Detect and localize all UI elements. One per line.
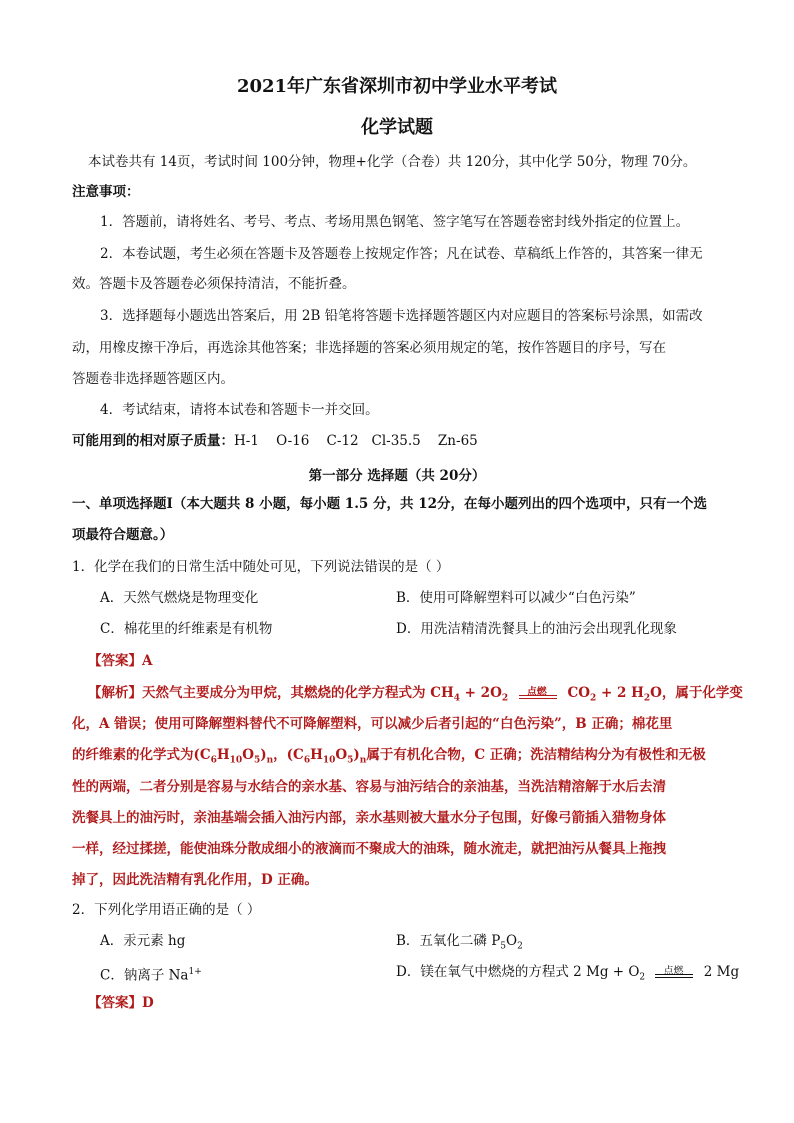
- subscript: 2: [643, 693, 651, 704]
- notice-item: 效。答题卡及答题卷必须保持清洁，不能折叠。: [72, 276, 356, 292]
- page-subtitle: 化学试题: [361, 117, 433, 138]
- analysis-text: + 2 H: [601, 685, 644, 701]
- analysis-text: H: [310, 747, 323, 763]
- question-1-analysis-line: 一样，经过揉搓，能使油珠分散成细小的液滴而不聚成大的油珠，随水流走，就把油污从餐具上拖拽: [72, 841, 666, 857]
- question-1-stem: 1．化学在我们的日常生活中随处可见，下列说法错误的是（ ）: [72, 559, 450, 575]
- question-2-option-d: [396, 962, 739, 988]
- notice-item: 4．考试结束，请将本试卷和答题卡一并交回。: [100, 402, 379, 418]
- part-heading: 项最符合题意。）: [72, 527, 174, 543]
- analysis-text: CO: [567, 685, 591, 701]
- analysis-label: 【解析】: [88, 685, 142, 701]
- subscript: 2: [517, 941, 523, 952]
- subscript: 2: [639, 972, 646, 983]
- question-2-option-c: [100, 962, 202, 986]
- analysis-text: 天然气主要成分为甲烷，其燃烧的化学方程式为 CH: [142, 685, 454, 701]
- subscript: 4: [453, 693, 460, 704]
- question-1-option-a: A．天然气燃烧是物理变化: [100, 590, 259, 606]
- reaction-arrow-icon: [655, 966, 693, 980]
- analysis-text: ): [260, 747, 267, 763]
- atomic-mass-label: 可能用到的相对原子质量：: [72, 433, 234, 449]
- question-1-analysis-line: 化，A 错误；使用可降解塑料替代不可降解塑料，可以减少后者引起的“白色污染”，B 正确；棉花里: [72, 716, 673, 732]
- question-1-answer: 【答案】A: [88, 653, 153, 669]
- page-title: 2021年广东省深圳市初中学业水平考试: [236, 76, 558, 97]
- question-1-analysis-line: 洗餐具上的油污时，亲油基端会插入油污内部，亲水基则被大量水分子包围，好像弓箭插入猎物身体: [72, 810, 666, 826]
- notice-item: 1．答题前，请将姓名、考号、考点、考场用黑色钢笔、签字笔写在答题卷密封线外指定的位置上。: [100, 214, 690, 230]
- question-2-stem: 2．下列化学用语正确的是（ ）: [72, 902, 261, 918]
- question-1-analysis-line: 性的两端，二者分别是容易与水结合的亲水基、容易与油污结合的亲油基，当洗洁精溶解于水后去清: [72, 779, 666, 795]
- question-1-option-d: D．用洗洁精清洗餐具上的油污会出现乳化现象: [396, 621, 677, 637]
- subscript: 10: [229, 755, 243, 766]
- question-2-option-a: A．汞元素 hg: [100, 933, 186, 949]
- question-1-option-b: B．使用可降解塑料可以减少“白色污染”: [396, 590, 636, 606]
- section-title: 第一部分 选择题（共 20分）: [308, 468, 486, 484]
- analysis-text: 属于有机化合物，C 正确；洗洁精结构分为有极性和无极: [366, 747, 706, 763]
- option-text: B．五氧化二磷 P: [396, 933, 501, 949]
- question-1-option-c: C．棉花里的纤维素是有机物: [100, 621, 273, 637]
- superscript: 1+: [188, 967, 202, 977]
- option-text: D．镁在氧气中燃烧的方程式 2 Mg + O: [396, 964, 640, 980]
- question-2-option-b: [396, 931, 523, 957]
- subscript: 5: [500, 941, 507, 952]
- question-1-analysis-line: [72, 745, 706, 771]
- notice-item: 3．选择题每小题选出答案后，用 2B 铅笔将答题卡选择题答题区内对应题目的答案标号涂黑，如需改: [100, 308, 703, 324]
- analysis-text: 的纤维素的化学式为(C: [72, 747, 211, 763]
- subscript: 5: [253, 755, 261, 766]
- option-text: O: [506, 933, 518, 949]
- subscript: 5: [347, 755, 354, 766]
- notice-item: 2．本卷试题，考生必须在答题卡及答题卷上按规定作答；凡在试卷、草稿纸上作答的，其答案一律无: [100, 246, 703, 262]
- analysis-text: O: [335, 747, 348, 763]
- question-2-answer: 【答案】D: [88, 995, 154, 1011]
- subscript: n: [359, 755, 367, 766]
- notice-item: 动，用橡皮擦干净后，再选涂其他答案；非选择题的答案必须用规定的笔，按作答题目的序号，写在: [72, 340, 666, 356]
- part-heading: 一、单项选择题Ⅰ（本大题共 8 小题，每小题 1.5 分，共 12分，在每小题列出的四个选项中，只有一个选: [72, 496, 707, 512]
- analysis-text: ，(C: [273, 747, 304, 763]
- option-text: C．钠离子 Na: [100, 967, 189, 984]
- atomic-mass-values: H-1 O-16 C-12 Cl-35.5 Zn-65: [234, 433, 478, 449]
- notice-heading: 注意事项：: [72, 184, 140, 200]
- analysis-text: H: [216, 747, 230, 763]
- reaction-condition: 点燃: [526, 686, 547, 698]
- subscript: 10: [322, 755, 336, 766]
- question-1-analysis-line: [88, 683, 743, 709]
- notice-item: 答题卷非选择题答题区内。: [72, 371, 234, 387]
- analysis-text: O: [242, 747, 254, 763]
- question-1-analysis-line: 掉了，因此洗洁精有乳化作用，D 正确。: [72, 872, 318, 888]
- subscript: n: [266, 755, 274, 766]
- subscript: 2: [501, 693, 509, 704]
- atomic-mass-line: [72, 431, 478, 451]
- option-text: 2 Mg: [703, 964, 740, 980]
- reaction-arrow-icon: [519, 687, 557, 701]
- intro-text: 本试卷共有 14页，考试时间 100分钟，物理+化学（合卷）共 120分，其中化学 50分，物理 70分。: [88, 154, 697, 170]
- subscript: 2: [590, 693, 597, 704]
- analysis-text: + 2O: [464, 685, 502, 701]
- subscript: 6: [303, 755, 311, 766]
- subscript: 6: [210, 755, 217, 766]
- analysis-text: O，属于化学变: [650, 685, 743, 701]
- reaction-condition: 点燃: [663, 965, 684, 977]
- analysis-text: ): [353, 747, 360, 763]
